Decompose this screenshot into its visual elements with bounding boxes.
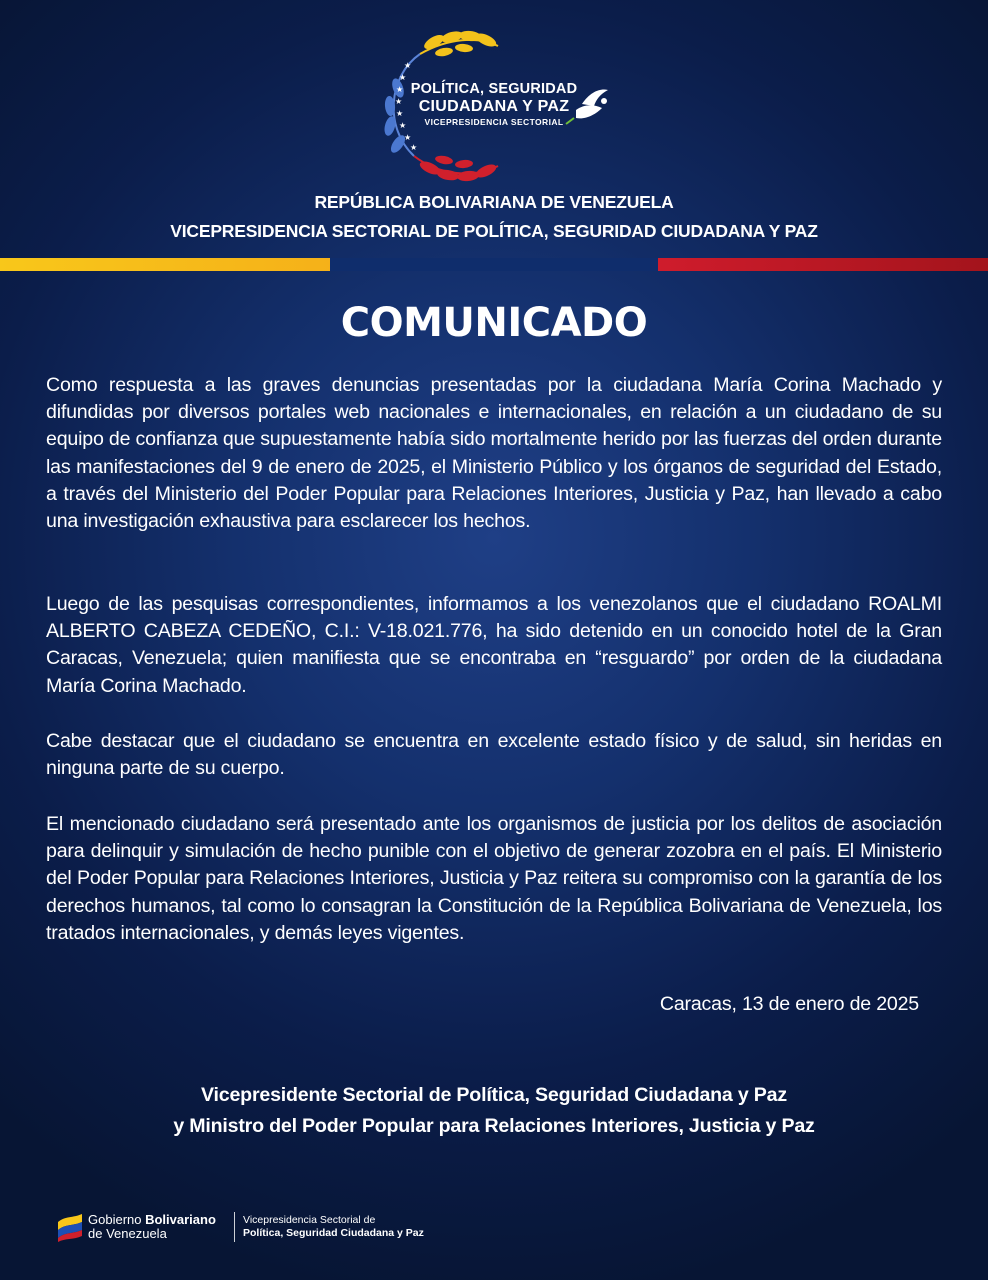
svg-text:★: ★ — [396, 85, 404, 94]
svg-text:★: ★ — [396, 109, 404, 118]
footer-vice-line-1: Vicepresidencia Sectorial de — [243, 1214, 376, 1226]
footer-gov-text-b: Bolivariano — [145, 1212, 216, 1227]
document-title: COMUNICADO — [340, 300, 648, 346]
logo-line-1: POLÍTICA, SEGURIDAD — [410, 81, 578, 97]
venezuela-flag-icon — [55, 1212, 85, 1242]
logo-line-2: CIUDADANA Y PAZ — [418, 98, 570, 115]
ministry-logo — [368, 28, 620, 184]
body-paragraph-3: Cabe destacar que el ciudadano se encuentra en excelente estado físico y de salud, sin heridas en ninguna parte de su cuerpo. — [46, 730, 942, 780]
document-date: Caracas, 13 de enero de 2025 — [659, 993, 919, 1015]
flag-band-red — [658, 258, 988, 271]
flag-band-yellow — [0, 258, 330, 271]
svg-text:★: ★ — [399, 73, 407, 82]
svg-text:★: ★ — [410, 143, 418, 152]
header-republic: REPÚBLICA BOLIVARIANA DE VENEZUELA — [314, 192, 674, 212]
footer-divider — [234, 1212, 235, 1242]
footer-gov-text-c: de Venezuela — [88, 1226, 167, 1241]
footer-gov-text-a: Gobierno — [88, 1212, 146, 1227]
body-paragraph-1: Como respuesta a las graves denuncias presentadas por la ciudadana María Corina Machado y difundidas por diversos portales web nacionales e internacionales, en relación a un ciudadano de su equipo de confianza que supuestamente había sido mortalmente herido por las fuerzas del orden durante las manifestaciones del 9 de enero de 2025, el Ministerio Público y los órganos de seguridad del Estado, a través del Ministerio del Poder Popular para Relaciones Interiores, Justicia y Paz, han llevado a cabo una investigación exhaustiva para esclarecer los hechos. — [46, 374, 942, 533]
svg-text:★: ★ — [395, 97, 403, 106]
signature-line-2: y Ministro del Poder Popular para Relaciones Interiores, Justicia y Paz — [173, 1115, 815, 1137]
header-vicepresidency: VICEPRESIDENCIA SECTORIAL DE POLÍTICA, SEGURIDAD CIUDADANA Y PAZ — [170, 221, 818, 241]
flag-band-blue — [330, 258, 658, 271]
svg-text:★: ★ — [399, 121, 407, 130]
logo-line-3: VICEPRESIDENCIA SECTORIAL — [424, 117, 564, 127]
footer-government-logo — [88, 1213, 216, 1241]
signature-line-1: Vicepresidente Sectorial de Política, Seguridad Ciudadana y Paz — [201, 1084, 787, 1106]
svg-text:★: ★ — [404, 61, 412, 70]
flag-band — [0, 258, 988, 271]
body-paragraph-4: El mencionado ciudadano será presentado ante los organismos de justicia por los delitos de asociación para delinquir y simulación de hecho punible con el objetivo de generar zozobra en el país. El Ministerio del Poder Popular para Relaciones Interiores, Justicia y Paz reitera su compromiso con la garantía de los derechos humanos, tal como lo consagran la Constitución de la República Bolivariana de Venezuela, los tratados internacionales, y demás leyes vigentes. — [46, 813, 942, 944]
svg-text:★: ★ — [404, 133, 412, 142]
footer-vice-line-2: Política, Seguridad Ciudadana y Paz — [243, 1227, 424, 1239]
body-paragraph-2: Luego de las pesquisas correspondientes, informamos a los venezolanos que el ciudadano ROALMI ALBERTO CABEZA CEDEÑO, C.I.: V-18.021.776, ha sido detenido en un conocido hotel de la Gran Caracas, Venezuela; quien manifiesta que se encontraba en “resguardo” por orden de la ciudadana María Corina Machado. — [46, 593, 942, 697]
footer-vicepresidency — [243, 1214, 424, 1240]
